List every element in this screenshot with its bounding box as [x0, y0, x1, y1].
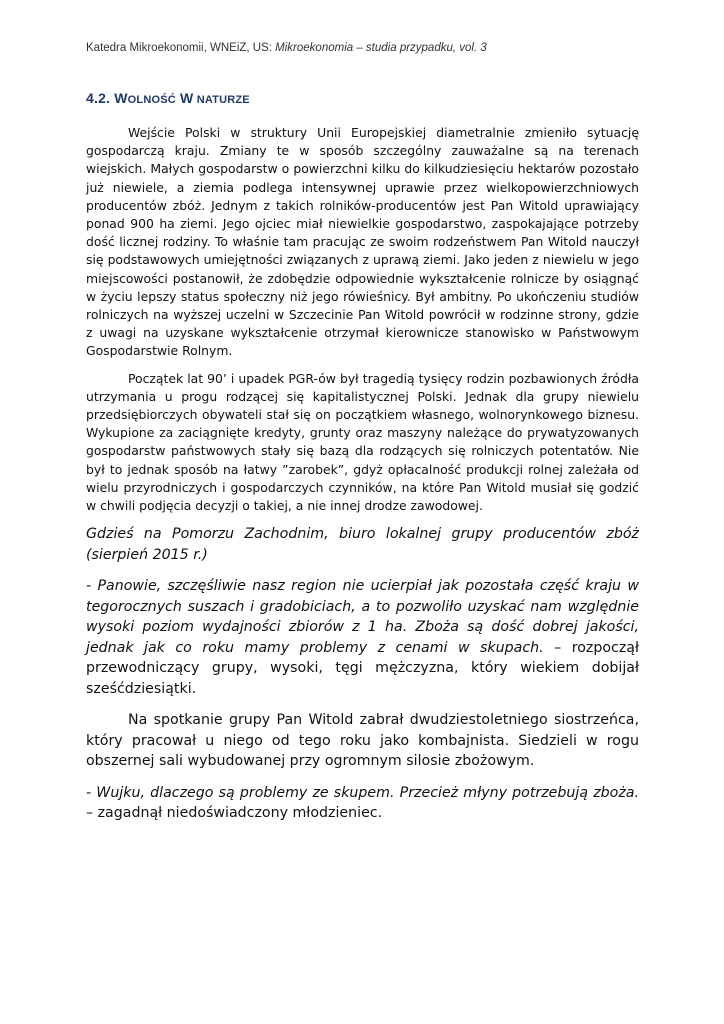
scene-heading: Gdzieś na Pomorzu Zachodnim, biuro lokalnej grupy producentów zbóż (sierpień 2015 r.): [86, 526, 639, 563]
dialogue-1: [86, 576, 639, 699]
paragraph-5: Na spotkanie grupy Pan Witold zabrał dwudziestoletniego siostrzeńca, który pracował u niego od tego roku jako kombajnista. Siedzieli w rogu obszernej sali wybudowanej przy ogromnym silosie zbożowym.: [86, 712, 639, 770]
dialogue-2-narration: – zagadnął niedoświadczony młodzieniec.: [86, 805, 383, 822]
paragraph-2: Początek lat 90’ i upadek PGR-ów był tragedią tysięcy rodzin pozbawionych źródła utrzymania u progu rodzącej się kapitalistycznej Polski. Jednak dla grupy niewielu przedsiębiorczych obywateli stał się on początkiem własnego, wolnorynkowego biznesu. Wykupione za zaciągnięte kredyty, grunty oraz maszyny należące do prywatyzowanych gospodarstw państwowych stały się bazą dla rodzących się rolniczych potentatów. Nie był to jednak sposób na łatwy ”zarobek”, gdyż opłacalność produkcji rolnej zależała od wielu przyrodniczych i gospodarczych czynników, na które Pan Witold musiał się godzić w chwili podjęcia decyzji o takiej, a nie innej drodze zawodowej.: [86, 370, 639, 514]
dialogue-2-speech: - Wujku, dlaczego są problemy ze skupem. Przecież młyny potrzebują zboża.: [86, 784, 639, 801]
section-title-part-1: OLNOŚĆ: [127, 94, 176, 106]
section-title-cap-1: W: [114, 90, 128, 106]
body-text: [86, 124, 639, 835]
section-title-part-2: NATURZE: [193, 94, 250, 106]
dialogue-2: [86, 783, 639, 824]
dialogue-1-narration: – rozpoczął przewodniczący grupy, wysoki, tęgi mężczyzna, który wiekiem dobijał sześćdziesiątki.: [86, 639, 640, 697]
section-number: 4.2.: [86, 90, 115, 106]
section-title: [86, 90, 250, 106]
header-publication-title: Mikroekonomia – studia przypadku, vol. 3: [275, 42, 487, 54]
section-title-cap-2: W: [175, 90, 194, 106]
paragraph-1: Wejście Polski w struktury Unii Europejskiej diametralnie zmieniło sytuację gospodarczą kraju. Zmiany te w sposób szczególny zauważalne są na terenach wiejskich. Małych gospodarstw o powierzchni kilku do kilkudziesięciu hektarów pozostało już niewiele, a ziemia podlega intensywnej uprawie przez wielkopowierzchniowych producentów zbóż. Jednym z takich rolników-producentów jest Pan Witold uprawiający ponad 900 ha ziemi. Jego ojciec miał niewielkie gospodarstwo, zaspokajające potrzeby dość licznej rodziny. To właśnie tam pracując ze swoim rodzeństwem Pan Witold nauczył się podstawowych umiejętności związanych z uprawą ziemi. Jako jeden z niewielu w jego miejscowości postanowił, że zdobędzie odpowiednie wykształcenie rolnicze by osiągnąć w życiu lepszy status społeczny niż jego rówieśnicy. Był ambitny. Po ukończeniu studiów rolniczych na wyższej uczelni w Szczecinie Pan Witold powrócił w rodzinne strony, gdzie z uwagi na uzyskane wykształcenie otrzymał kierownicze stanowisko w Państwowym Gospodarstwie Rolnym.: [86, 125, 639, 359]
running-header: [86, 42, 646, 54]
header-prefix: Katedra Mikroekonomii, WNEiZ, US:: [86, 42, 276, 54]
dialogue-1-speech: - Panowie, szczęśliwie nasz region nie ucierpiał jak pozostała część kraju w tegorocznych suszach i gradobiciach, a to pozwoliło uzyskać nam względnie wysoki poziom wydajności zbiorów z 1 ha. Zboża są dość dobrej jakości, jednak jak co roku mamy problemy z cenami w skupach.: [86, 578, 639, 656]
